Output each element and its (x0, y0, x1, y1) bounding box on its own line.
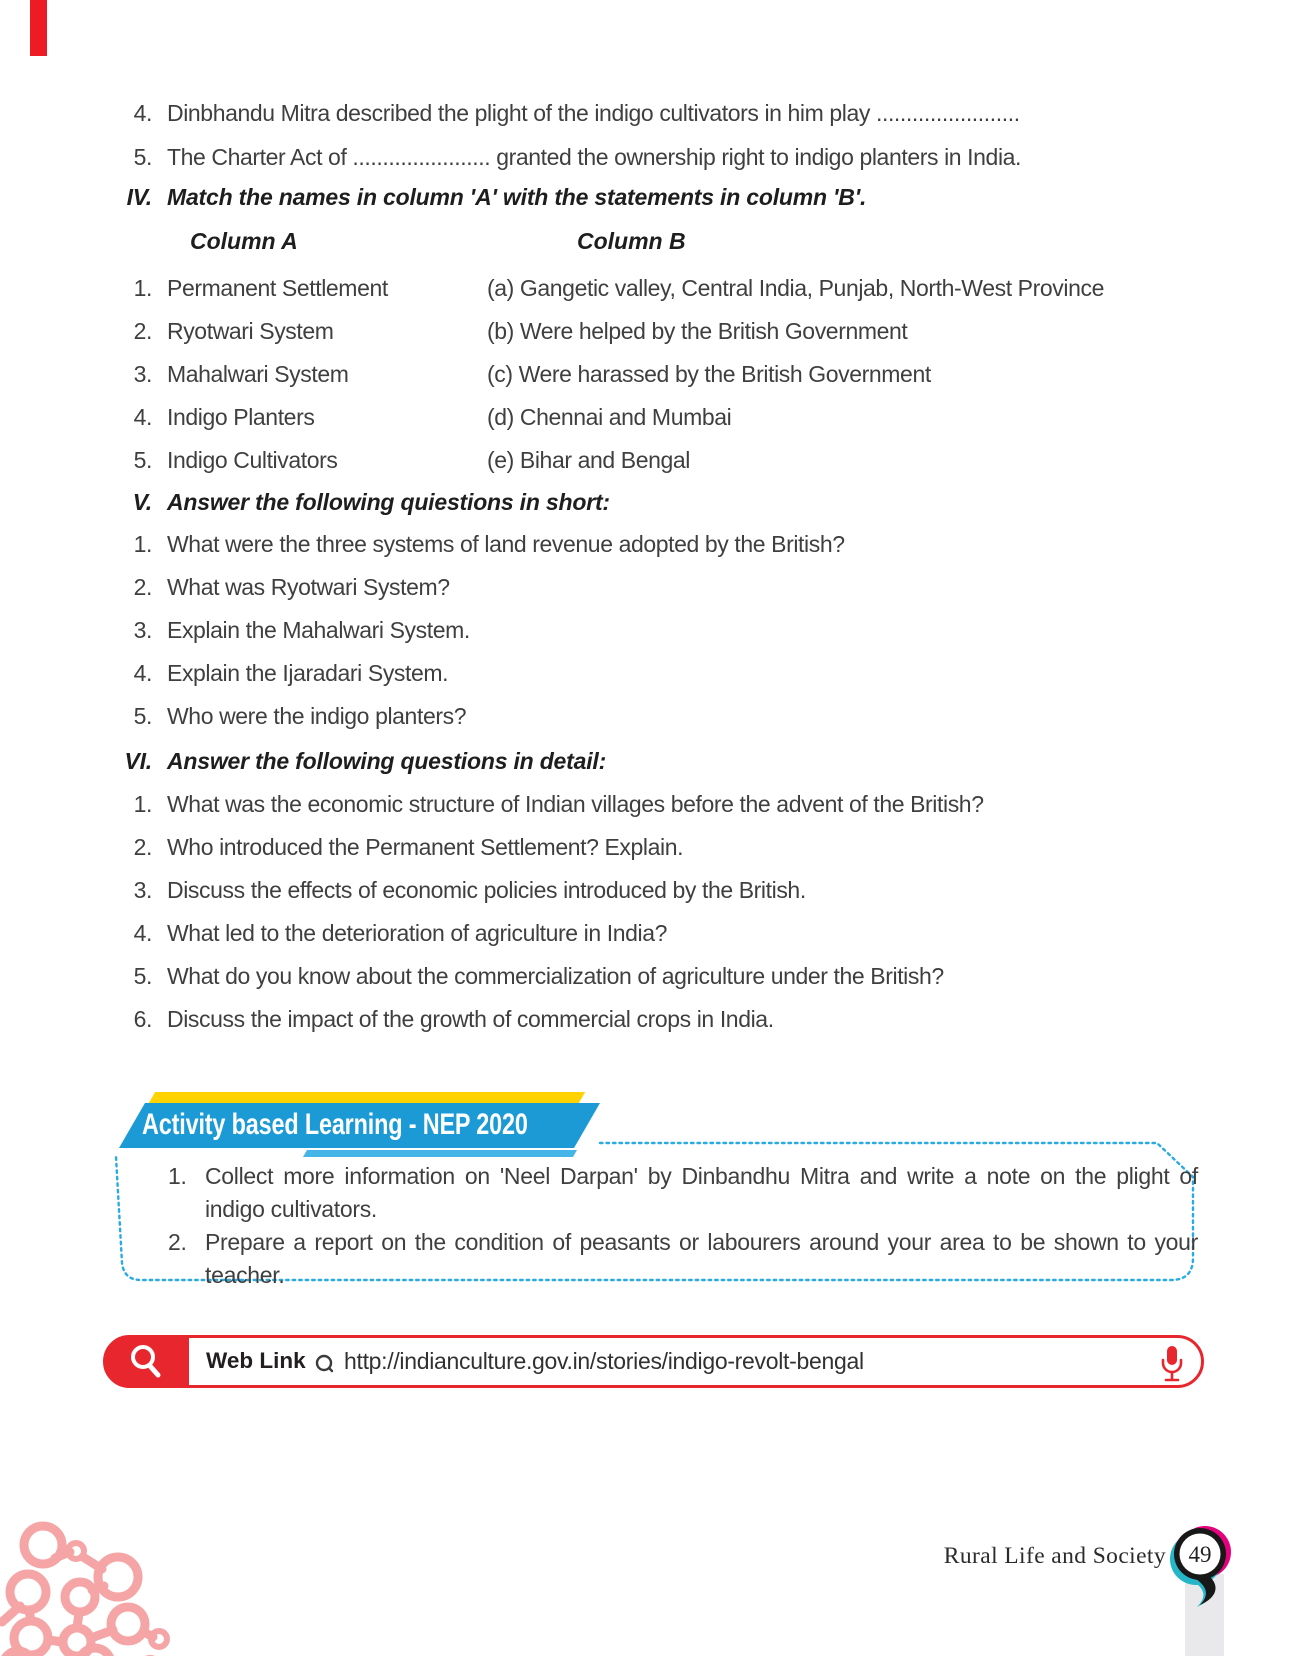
section-number: IV. (126, 184, 152, 210)
question-item (100, 963, 944, 990)
question-item (100, 703, 466, 730)
question-text: What was Ryotwari System? (167, 574, 450, 600)
question-item (100, 1006, 774, 1033)
question-text: What do you know about the commercialization of agriculture under the British? (167, 963, 944, 989)
question-text: The Charter Act of ....................... granted the ownership right to indigo planters in India. (167, 144, 1022, 170)
question-text: Discuss the effects of economic policies introduced by the British. (167, 877, 806, 903)
question-text: Dinbhandu Mitra described the plight of the indigo cultivators in him play ........................ (167, 100, 1020, 126)
web-link-url[interactable]: http://indianculture.gov.in/stories/indigo-revolt-bengal (344, 1348, 864, 1374)
question-text: What was the economic structure of Indian villages before the advent of the British? (167, 791, 984, 817)
match-row (100, 318, 907, 345)
question-number: 4. (133, 920, 152, 946)
match-number: 3. (133, 361, 152, 387)
question-text: Who were the indigo planters? (167, 703, 467, 729)
activity-item (168, 1160, 1198, 1226)
question-text: Discuss the impact of the growth of commercial crops in India. (167, 1006, 774, 1032)
question-item (100, 660, 448, 687)
match-a: Indigo Cultivators (167, 447, 338, 473)
match-b: (c) Were harassed by the British Government (487, 361, 931, 387)
match-a: Ryotwari System (167, 318, 334, 344)
microphone-icon (1159, 1344, 1185, 1384)
question-number: 5. (133, 963, 152, 989)
question-item (100, 791, 984, 818)
section-heading-short (100, 489, 610, 516)
question-item (100, 920, 667, 947)
section-number: VI. (124, 748, 152, 774)
match-a: Permanent Settlement (167, 275, 388, 301)
question-text: Explain the Ijaradari System. (167, 660, 449, 686)
match-b: (d) Chennai and Mumbai (487, 404, 732, 430)
question-number: 3. (133, 877, 152, 903)
search-icon (105, 1337, 187, 1384)
match-number: 1. (133, 275, 152, 301)
question-item (100, 574, 450, 601)
column-b-header: Column B (577, 228, 686, 254)
question-number: 4. (133, 100, 152, 126)
web-link-bar (103, 1335, 1204, 1388)
question-number: 1. (133, 531, 152, 557)
activity-text: Collect more information on 'Neel Darpan' by Dinbandhu Mitra and write a note on the plight of indigo cultivators. (205, 1163, 1198, 1222)
question-item (100, 877, 806, 904)
column-a-header: Column A (190, 228, 298, 254)
question-number: 2. (133, 834, 152, 860)
match-number: 5. (133, 447, 152, 473)
section-title: Answer the following quiestions in short: (167, 489, 610, 515)
question-item (100, 531, 845, 558)
web-link-label: Web Link (206, 1348, 306, 1373)
match-b: (e) Bihar and Bengal (487, 447, 690, 473)
question-number: 6. (133, 1006, 152, 1032)
question-text: What were the three systems of land revenue adopted by the British? (167, 531, 845, 557)
link-icon (314, 1353, 334, 1373)
match-a: Indigo Planters (167, 404, 315, 430)
page-corner-mark (30, 0, 47, 56)
section-heading-detail (100, 748, 606, 775)
question-number: 3. (133, 617, 152, 643)
activity-text: Prepare a report on the condition of peasants or labourers around your area to be shown to your teacher. (205, 1229, 1198, 1288)
page-number-badge (1168, 1522, 1236, 1612)
match-row (100, 447, 690, 474)
section-heading-match (100, 184, 866, 211)
match-row (100, 361, 931, 388)
match-row (100, 404, 731, 431)
decorative-bubbles (0, 1420, 240, 1656)
question-text: Explain the Mahalwari System. (167, 617, 470, 643)
question-number: 1. (133, 791, 152, 817)
activity-banner-title: Activity based Learning - NEP 2020 (142, 1108, 528, 1141)
section-title: Match the names in column 'A' with the statements in column 'B'. (167, 184, 867, 210)
question-number: 5. (133, 703, 152, 729)
activity-item (168, 1226, 1198, 1292)
question-number: 4. (133, 660, 152, 686)
question-item (100, 617, 470, 644)
match-number: 2. (133, 318, 152, 344)
match-row (100, 275, 1104, 302)
question-text: Who introduced the Permanent Settlement? Explain. (167, 834, 684, 860)
fill-question (100, 144, 1021, 171)
activity-number: 2. (168, 1229, 187, 1255)
match-a: Mahalwari System (167, 361, 349, 387)
question-number: 5. (133, 144, 152, 170)
match-number: 4. (133, 404, 152, 430)
web-link-red-tab (105, 1337, 189, 1386)
chapter-title: Rural Life and Society (943, 1543, 1166, 1569)
question-item (100, 834, 683, 861)
match-b: (b) Were helped by the British Government (487, 318, 908, 344)
page-number: 49 (1188, 1542, 1212, 1567)
fill-question (100, 100, 1020, 127)
section-number: V. (132, 489, 152, 515)
question-number: 2. (133, 574, 152, 600)
activity-number: 1. (168, 1163, 187, 1189)
match-b: (a) Gangetic valley, Central India, Punjab, North-West Province (487, 275, 1104, 301)
question-text: What led to the deterioration of agriculture in India? (167, 920, 668, 946)
banner-yellow-ribbon (149, 1092, 585, 1103)
section-title: Answer the following questions in detail: (167, 748, 607, 774)
